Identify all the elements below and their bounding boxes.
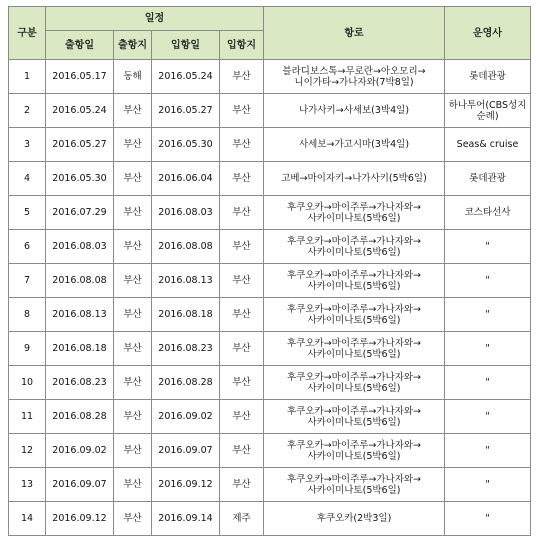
row-number-cell: 14 bbox=[9, 502, 46, 536]
departure-date-cell: 2016.08.28 bbox=[46, 400, 114, 434]
table-row bbox=[9, 434, 531, 468]
header-arrival-date: 입항일 bbox=[152, 31, 220, 60]
departure-port-cell: 부산 bbox=[114, 400, 152, 434]
departure-port-cell: 부산 bbox=[114, 162, 152, 196]
departure-date-cell: 2016.09.02 bbox=[46, 434, 114, 468]
table-row bbox=[9, 468, 531, 502]
arrival-port-cell: 부산 bbox=[220, 60, 264, 94]
row-number-cell: 10 bbox=[9, 366, 46, 400]
header-row-1 bbox=[9, 7, 531, 31]
operator-cell: " bbox=[445, 502, 531, 536]
departure-port-cell: 부산 bbox=[114, 502, 152, 536]
arrival-port-cell: 부산 bbox=[220, 196, 264, 230]
row-number-cell: 7 bbox=[9, 264, 46, 298]
row-number-cell: 6 bbox=[9, 230, 46, 264]
table-body bbox=[9, 60, 531, 536]
arrival-date-cell: 2016.08.18 bbox=[152, 298, 220, 332]
operator-cell: " bbox=[445, 332, 531, 366]
route-cell: 사세보→가고시마(3박4일) bbox=[264, 128, 445, 162]
table-row bbox=[9, 162, 531, 196]
arrival-date-cell: 2016.08.08 bbox=[152, 230, 220, 264]
operator-cell: " bbox=[445, 298, 531, 332]
arrival-date-cell: 2016.09.07 bbox=[152, 434, 220, 468]
operator-cell: Seas& cruise bbox=[445, 128, 531, 162]
arrival-port-cell: 부산 bbox=[220, 434, 264, 468]
arrival-port-cell: 부산 bbox=[220, 128, 264, 162]
arrival-date-cell: 2016.05.24 bbox=[152, 60, 220, 94]
departure-date-cell: 2016.05.30 bbox=[46, 162, 114, 196]
departure-port-cell: 부산 bbox=[114, 264, 152, 298]
header-departure-port: 출항지 bbox=[114, 31, 152, 60]
departure-port-cell: 부산 bbox=[114, 196, 152, 230]
operator-cell: 롯데관광 bbox=[445, 60, 531, 94]
header-schedule: 일정 bbox=[46, 7, 264, 31]
departure-date-cell: 2016.07.29 bbox=[46, 196, 114, 230]
operator-cell: 롯데관광 bbox=[445, 162, 531, 196]
operator-cell: 하나투어(CBS성지순례) bbox=[445, 94, 531, 128]
row-number-cell: 1 bbox=[9, 60, 46, 94]
route-cell: 후쿠오카→마이주루→가나자와→사카이미나토(5박6일) bbox=[264, 264, 445, 298]
header-route: 항로 bbox=[264, 7, 445, 60]
row-number-cell: 11 bbox=[9, 400, 46, 434]
route-cell: 후쿠오카→마이주루→가나자와→사카이미나토(5박6일) bbox=[264, 434, 445, 468]
departure-port-cell: 부산 bbox=[114, 298, 152, 332]
arrival-date-cell: 2016.08.03 bbox=[152, 196, 220, 230]
table-row bbox=[9, 366, 531, 400]
operator-cell: " bbox=[445, 400, 531, 434]
arrival-port-cell: 부산 bbox=[220, 400, 264, 434]
table-row bbox=[9, 502, 531, 536]
departure-port-cell: 부산 bbox=[114, 230, 152, 264]
route-cell: 고베→마이자키→나가사키(5박6일) bbox=[264, 162, 445, 196]
departure-port-cell: 부산 bbox=[114, 366, 152, 400]
operator-cell: 코스타선사 bbox=[445, 196, 531, 230]
row-number-cell: 13 bbox=[9, 468, 46, 502]
departure-port-cell: 동해 bbox=[114, 60, 152, 94]
operator-cell: " bbox=[445, 264, 531, 298]
arrival-date-cell: 2016.05.30 bbox=[152, 128, 220, 162]
route-cell: 후쿠오카→마이주루→가나자와→사카이미나토(5박6일) bbox=[264, 196, 445, 230]
departure-date-cell: 2016.09.07 bbox=[46, 468, 114, 502]
departure-port-cell: 부산 bbox=[114, 94, 152, 128]
header-gubun: 구분 bbox=[9, 7, 46, 60]
departure-port-cell: 부산 bbox=[114, 128, 152, 162]
arrival-port-cell: 부산 bbox=[220, 94, 264, 128]
table-row bbox=[9, 400, 531, 434]
arrival-date-cell: 2016.05.27 bbox=[152, 94, 220, 128]
arrival-date-cell: 2016.09.12 bbox=[152, 468, 220, 502]
header-arrival-port: 입항지 bbox=[220, 31, 264, 60]
arrival-date-cell: 2016.09.14 bbox=[152, 502, 220, 536]
table-row bbox=[9, 298, 531, 332]
departure-port-cell: 부산 bbox=[114, 468, 152, 502]
header-departure-date: 출항일 bbox=[46, 31, 114, 60]
operator-cell: " bbox=[445, 434, 531, 468]
arrival-date-cell: 2016.09.02 bbox=[152, 400, 220, 434]
table-row bbox=[9, 60, 531, 94]
arrival-port-cell: 부산 bbox=[220, 264, 264, 298]
route-cell: 후쿠오카→마이주루→가나자와→사카이미나토(5박6일) bbox=[264, 468, 445, 502]
departure-date-cell: 2016.05.24 bbox=[46, 94, 114, 128]
table-row bbox=[9, 230, 531, 264]
route-cell: 후쿠오카→마이주루→가나자와→사카이미나토(5박6일) bbox=[264, 400, 445, 434]
departure-date-cell: 2016.08.23 bbox=[46, 366, 114, 400]
row-number-cell: 3 bbox=[9, 128, 46, 162]
operator-cell: " bbox=[445, 230, 531, 264]
arrival-port-cell: 부산 bbox=[220, 332, 264, 366]
route-cell: 후쿠오카→마이주루→가나자와→사카이미나토(5박6일) bbox=[264, 230, 445, 264]
table-row bbox=[9, 264, 531, 298]
row-number-cell: 8 bbox=[9, 298, 46, 332]
table-row bbox=[9, 332, 531, 366]
arrival-port-cell: 부산 bbox=[220, 298, 264, 332]
route-cell: 나가사키→사세보(3박4일) bbox=[264, 94, 445, 128]
table-row bbox=[9, 128, 531, 162]
departure-date-cell: 2016.08.13 bbox=[46, 298, 114, 332]
row-number-cell: 5 bbox=[9, 196, 46, 230]
table-row bbox=[9, 196, 531, 230]
route-cell: 블라디보스톡→무로란→아오모리→니이가타→가나자와(7박8일) bbox=[264, 60, 445, 94]
operator-cell: " bbox=[445, 468, 531, 502]
departure-date-cell: 2016.08.18 bbox=[46, 332, 114, 366]
departure-date-cell: 2016.08.03 bbox=[46, 230, 114, 264]
header-operator: 운영사 bbox=[445, 7, 531, 60]
row-number-cell: 9 bbox=[9, 332, 46, 366]
departure-date-cell: 2016.05.17 bbox=[46, 60, 114, 94]
arrival-port-cell: 부산 bbox=[220, 468, 264, 502]
route-cell: 후쿠오카→마이주루→가나자와→사카이미나토(5박6일) bbox=[264, 298, 445, 332]
arrival-date-cell: 2016.08.13 bbox=[152, 264, 220, 298]
departure-date-cell: 2016.05.27 bbox=[46, 128, 114, 162]
arrival-date-cell: 2016.08.28 bbox=[152, 366, 220, 400]
departure-port-cell: 부산 bbox=[114, 332, 152, 366]
arrival-port-cell: 부산 bbox=[220, 162, 264, 196]
row-number-cell: 2 bbox=[9, 94, 46, 128]
departure-date-cell: 2016.08.08 bbox=[46, 264, 114, 298]
row-number-cell: 4 bbox=[9, 162, 46, 196]
row-number-cell: 12 bbox=[9, 434, 46, 468]
arrival-port-cell: 부산 bbox=[220, 366, 264, 400]
route-cell: 후쿠오카→마이주루→가나자와→사카이미나토(5박6일) bbox=[264, 366, 445, 400]
operator-cell: " bbox=[445, 366, 531, 400]
arrival-port-cell: 제주 bbox=[220, 502, 264, 536]
route-cell: 후쿠오카(2박3일) bbox=[264, 502, 445, 536]
departure-port-cell: 부산 bbox=[114, 434, 152, 468]
table-row bbox=[9, 94, 531, 128]
route-cell: 후쿠오카→마이주루→가나자와→사카이미나토(5박6일) bbox=[264, 332, 445, 366]
arrival-date-cell: 2016.08.23 bbox=[152, 332, 220, 366]
cruise-schedule-table bbox=[8, 6, 531, 536]
departure-date-cell: 2016.09.12 bbox=[46, 502, 114, 536]
arrival-date-cell: 2016.06.04 bbox=[152, 162, 220, 196]
arrival-port-cell: 부산 bbox=[220, 230, 264, 264]
